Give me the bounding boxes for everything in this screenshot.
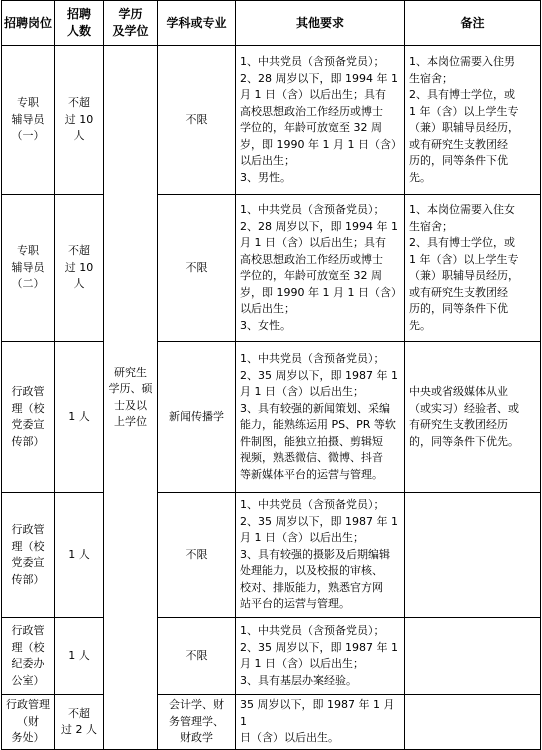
- row6-count: [55, 695, 103, 749]
- row4-requirements: [236, 493, 404, 617]
- row2-requirements: [236, 195, 404, 341]
- cell-line: 月 1 日（含）以后出生；: [240, 657, 364, 670]
- row1-count: [55, 46, 103, 194]
- row6-major: [158, 695, 235, 749]
- row2-major: [158, 195, 235, 341]
- grid-line: [54, 0, 55, 750]
- cell-line: 2、35 周岁以下，即 1987 年 1: [240, 368, 398, 382]
- cell-line: 1 人: [68, 648, 90, 662]
- row3-count: [55, 342, 103, 492]
- cell-line: 会计学、财: [169, 698, 224, 712]
- cell-line: 新闻传播学: [169, 409, 224, 423]
- cell-line: 2、28 周岁以下，即 1994 年 1: [240, 219, 398, 233]
- cell-line: 务管理学、: [169, 714, 224, 728]
- grid-line: [1, 694, 104, 695]
- cell-line: 生宿舍；: [409, 219, 453, 233]
- cell-line: 理（校: [11, 539, 45, 553]
- row3-notes: [405, 342, 540, 492]
- row1-major: [158, 46, 235, 194]
- cell-line: 党委宣: [11, 556, 45, 569]
- header-position-line: 岗位: [28, 15, 53, 30]
- cell-line: 传部）: [11, 572, 45, 586]
- cell-line: 岁，即 1990 年 1 月 1 日（含）: [240, 285, 402, 299]
- row3-requirements: [236, 342, 404, 492]
- cell-line: 2、35 周岁以下，即 1987 年 1: [240, 514, 398, 528]
- cell-line: 不限: [185, 547, 208, 561]
- requirements-text: [240, 351, 398, 483]
- cell-line: 专职: [17, 96, 39, 110]
- row5-notes: [405, 618, 540, 694]
- header-degree-line: 学历: [118, 7, 143, 21]
- row5-position: [2, 618, 54, 694]
- grid-line: [1, 0, 541, 1]
- cell-line: 日（含）以后出生。: [240, 731, 339, 745]
- cell-line: （或实习）经验者、或: [409, 401, 519, 415]
- cell-line: 站平台的运营与管理。: [240, 597, 350, 611]
- cell-line: 2、具有博士学位，或: [409, 88, 515, 101]
- cell-line: 岁，即 1990 年 1 月 1 日（含）: [240, 137, 402, 151]
- requirements-text: [240, 54, 400, 186]
- cell-line: 1、中共党员（含预备党员）；: [240, 624, 385, 637]
- cell-line: 或有研究生支教团经: [409, 137, 508, 151]
- cell-line: 3、具有较强的摄影及后期编辑: [240, 547, 390, 561]
- row6-requirements: [236, 695, 404, 749]
- cell-line: 不超: [68, 96, 90, 110]
- cell-line: （兼）职辅导员经历，: [409, 121, 519, 134]
- row1-requirements: [236, 46, 404, 194]
- cell-line: 1 人: [68, 547, 90, 561]
- cell-line: 不限: [185, 112, 208, 126]
- cell-line: 先。: [409, 170, 431, 184]
- grid-line: [157, 492, 541, 493]
- grid-line: [235, 0, 236, 750]
- grid-line: [157, 0, 158, 750]
- grid-line: [157, 694, 541, 695]
- cell-line: 财政学: [180, 731, 213, 745]
- cell-line: 或有研究生支教团经: [409, 285, 508, 299]
- cell-line: 1、本岗位需要入住男: [409, 55, 515, 68]
- requirements-text: [240, 623, 398, 689]
- header-major: [158, 1, 235, 45]
- cell-line: 月 1 日（含）以后出生；: [240, 385, 364, 398]
- cell-line: 1、中共党员（含预备党员）；: [240, 203, 385, 216]
- cell-line: 公室）: [11, 673, 45, 687]
- grid-line: [157, 341, 541, 342]
- cell-line: 3、具有基层办案经验。: [240, 673, 357, 687]
- row1-position: [2, 46, 54, 194]
- cell-line: 中央或省级媒体从业: [409, 385, 508, 398]
- cell-line: 件制图，能独立拍摄、剪辑短: [240, 434, 383, 448]
- requirements-text: [240, 497, 398, 613]
- grid-line: [1, 0, 2, 750]
- cell-line: 辅导员: [11, 112, 45, 126]
- grid-line: [1, 45, 541, 46]
- degree-line: 学历、硕: [108, 382, 153, 395]
- cell-line: 过 2 人: [61, 723, 97, 736]
- cell-line: 2、具有博士学位，或: [409, 236, 515, 249]
- cell-line: 理（校: [11, 401, 45, 415]
- cell-line: 1 年（含）以上学生专: [409, 104, 519, 118]
- degree-line: 士及以: [114, 398, 147, 412]
- notes-text: [409, 54, 519, 186]
- cell-line: 月 1 日（含）以后出生；具有: [240, 88, 386, 101]
- cell-line: 1 年（含）以上学生专: [409, 252, 519, 266]
- row6-notes: [405, 695, 540, 749]
- cell-line: 3、男性。: [240, 170, 291, 184]
- cell-line: 有研究生支教团经历: [409, 418, 508, 431]
- grid-line: [1, 194, 104, 195]
- cell-line: 3、具有较强的新闻策划、采编: [240, 401, 390, 415]
- cell-line: 不超: [68, 706, 90, 720]
- cell-line: 人: [73, 277, 85, 291]
- row4-notes: [405, 493, 540, 617]
- header-count: [55, 1, 103, 45]
- row2-notes: [405, 195, 540, 341]
- header-count-line: 人数: [66, 24, 91, 38]
- cell-line: 1 人: [68, 409, 90, 423]
- cell-line: 校对、排版能力，熟悉官方网: [240, 580, 383, 594]
- cell-line: 高校思想政治工作经历或博士: [240, 252, 383, 266]
- header-degree: [104, 1, 157, 45]
- degree-line: 研究生: [114, 365, 147, 379]
- cell-line: 行政管: [11, 624, 45, 637]
- header-position: [2, 1, 54, 45]
- cell-line: 1、中共党员（含预备党员）；: [240, 498, 385, 512]
- cell-line: 人: [73, 129, 85, 143]
- cell-line: 行政管: [11, 385, 45, 398]
- cell-line: （兼）职辅导员经历，: [409, 269, 519, 282]
- cell-line: 视频，熟悉微信、微博、抖音: [240, 451, 383, 464]
- row5-major: [158, 618, 235, 694]
- notes-text: [409, 384, 519, 450]
- cell-line: 党委宣: [11, 418, 45, 431]
- cell-line: （二）: [11, 277, 45, 291]
- cell-line: 等新媒体平台的运营与管理。: [240, 467, 383, 481]
- header-notes: [405, 1, 540, 45]
- row1-notes: [405, 46, 540, 194]
- header-major-text: 学科或专业: [166, 15, 227, 30]
- cell-line: 学位的，年龄可放宽至 32 周: [240, 269, 382, 282]
- row4-count: [55, 493, 103, 617]
- cell-line: 过 10: [64, 260, 94, 274]
- cell-line: 辅导员: [11, 260, 45, 274]
- header-requirements: [236, 1, 404, 45]
- cell-line: 2、35 周岁以下，即 1987 年 1: [240, 640, 398, 654]
- grid-line: [404, 0, 405, 750]
- header-notes-text: 备注: [460, 15, 485, 30]
- cell-line: 不限: [185, 260, 208, 274]
- cell-line: 行政管: [11, 523, 45, 536]
- row2-count: [55, 195, 103, 341]
- header-degree-line: 及学位: [112, 24, 149, 38]
- cell-line: 学位的，年龄可放宽至 32 周: [240, 121, 382, 134]
- row4-major: [158, 493, 235, 617]
- cell-line: 以后出生；: [240, 154, 295, 167]
- row5-requirements: [236, 618, 404, 694]
- cell-line: 历的，同等条件下优: [409, 154, 508, 167]
- cell-line: 不限: [185, 648, 208, 662]
- header-count-line: 招聘: [66, 7, 91, 21]
- degree-line: 上学位: [114, 415, 147, 428]
- cell-line: 行政管理（财: [6, 698, 50, 728]
- row3-position: [2, 342, 54, 492]
- cell-line: 务处）: [11, 731, 45, 745]
- cell-line: 的，同等条件下优先。: [409, 434, 519, 448]
- requirements-text: [240, 202, 400, 334]
- cell-line: 不超: [68, 244, 90, 258]
- grid-line: [103, 0, 104, 750]
- notes-text: [409, 202, 519, 334]
- cell-line: 生宿舍；: [409, 71, 453, 85]
- cell-line: 处理能力，以及校报的审核、: [240, 564, 383, 578]
- requirements-text: [240, 697, 400, 747]
- cell-line: 传部）: [11, 434, 45, 448]
- row3-major: [158, 342, 235, 492]
- cell-line: 先。: [409, 318, 431, 332]
- cell-line: 月 1 日（含）以后出生；: [240, 531, 364, 545]
- grid-line: [157, 617, 541, 618]
- row5-count: [55, 618, 103, 694]
- header-requirements-text: 其他要求: [295, 15, 344, 30]
- cell-line: 月 1 日（含）以后出生；具有: [240, 236, 386, 249]
- cell-line: 历的，同等条件下优: [409, 302, 508, 315]
- cell-line: （一）: [11, 129, 45, 143]
- grid-line: [1, 617, 104, 618]
- cell-line: 纪委办: [11, 657, 45, 670]
- cell-line: 1、中共党员（含预备党员）；: [240, 352, 385, 365]
- cell-line: 高校思想政治工作经历或博士: [240, 104, 383, 118]
- cell-line: 1、中共党员（含预备党员）；: [240, 55, 385, 68]
- grid-line: [1, 492, 104, 493]
- cell-line: 理（校: [11, 640, 45, 654]
- row4-position: [2, 493, 54, 617]
- grid-line: [1, 341, 104, 342]
- cell-line: 1、本岗位需要入住女: [409, 203, 515, 216]
- cell-line: 能力，能熟练运用 PS、PR 等软: [240, 418, 396, 431]
- cell-line: 过 10: [64, 112, 94, 126]
- cell-line: 2、28 周岁以下，即 1994 年 1: [240, 71, 398, 85]
- cell-line: 专职: [17, 244, 39, 258]
- grid-line: [540, 0, 541, 750]
- cell-line: 以后出生；: [240, 302, 295, 315]
- degree-cell: [104, 46, 157, 749]
- row2-position: [2, 195, 54, 341]
- row6-position: [2, 695, 54, 749]
- header-position-line: 招聘: [3, 15, 28, 30]
- grid-line: [157, 194, 541, 195]
- cell-line: 35 周岁以下，即 1987 年 1 月 1: [240, 698, 395, 728]
- cell-line: 3、女性。: [240, 318, 291, 332]
